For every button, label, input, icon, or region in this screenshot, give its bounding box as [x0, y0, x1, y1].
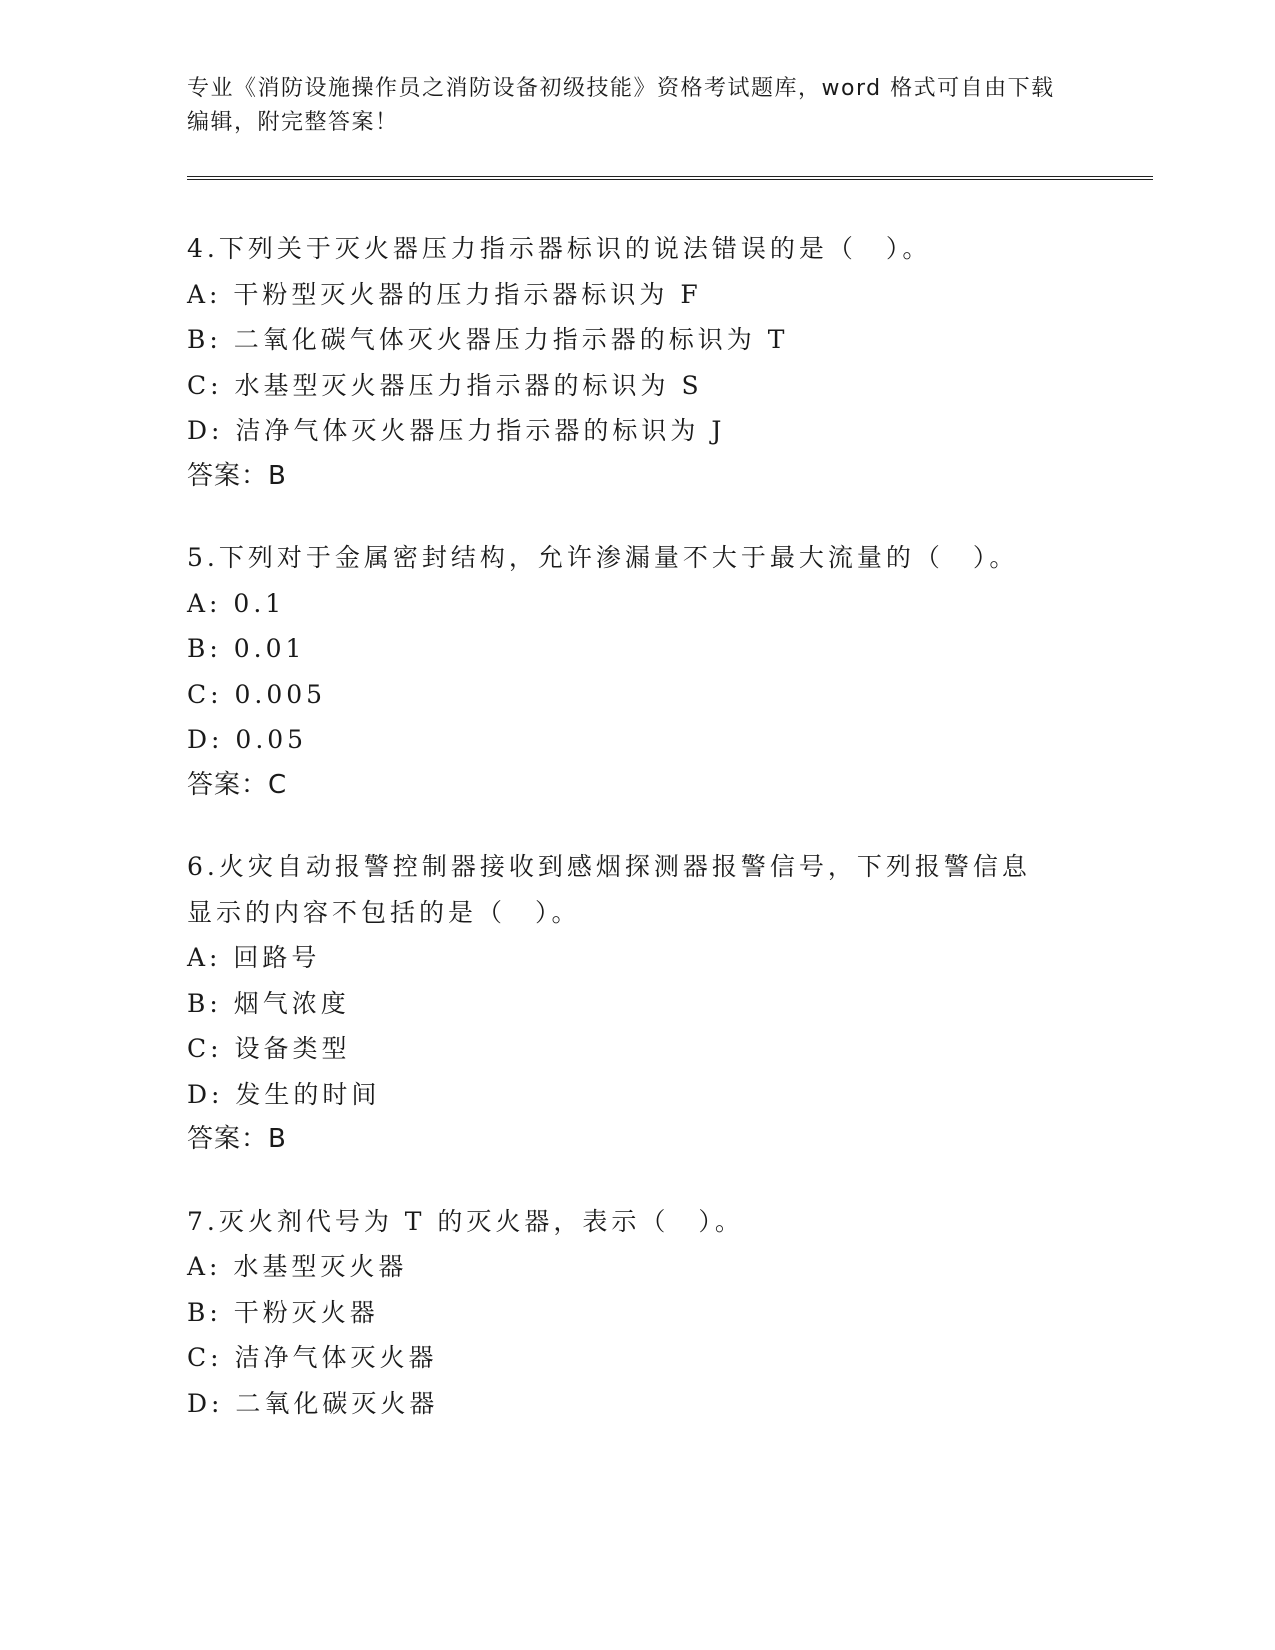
answer-label: 答案：C — [187, 769, 288, 800]
option-a: A: 水基型灭火器 — [187, 1252, 408, 1281]
document-page — [187, 72, 1147, 1462]
question-stem: 4.下列关于灭火器压力指示器标识的说法错误的是（ ）。 — [187, 234, 932, 263]
option-c: C: 洁净气体灭火器 — [187, 1343, 438, 1372]
question-4 — [187, 226, 1147, 499]
question-7 — [187, 1199, 1147, 1427]
question-stem: 6.火灾自动报警控制器接收到感烟探测器报警信号，下列报警信息显示的内容不包括的是（ ）。 — [187, 852, 1031, 927]
option-b: B: 烟气浓度 — [187, 988, 350, 1018]
option-b: B: 干粉灭火器 — [187, 1297, 379, 1327]
question-list — [187, 226, 1147, 1426]
option-b: B: 二氧化碳气体灭火器压力指示器的标识为 T — [187, 325, 789, 354]
question-5 — [187, 535, 1147, 808]
option-a: A: 回路号 — [187, 943, 321, 972]
option-a: A: 0.1 — [187, 588, 286, 618]
option-d: D: 0.05 — [187, 725, 308, 754]
option-b: B: 0.01 — [187, 634, 306, 663]
question-6 — [187, 844, 1147, 1163]
option-a: A: 干粉型灭火器的压力指示器标识为 F — [187, 279, 702, 309]
answer-label: 答案：B — [187, 1124, 287, 1154]
document-header: 专业《消防设施操作员之消防设备初级技能》资格考试题库，word 格式可自由下载编辑，附完整答案！ — [187, 76, 1055, 135]
option-c: C: 0.005 — [187, 679, 327, 709]
option-c: C: 设备类型 — [187, 1034, 351, 1063]
option-d: D: 洁净气体灭火器压力指示器的标识为 J — [187, 416, 726, 445]
answer-label: 答案：B — [187, 460, 287, 491]
option-d: D: 发生的时间 — [187, 1079, 381, 1109]
question-stem: 7.灭火剂代号为 T 的灭火器，表示（ ）。 — [187, 1206, 744, 1236]
header-divider — [187, 176, 1153, 180]
question-stem: 5.下列对于金属密封结构，允许渗漏量不大于最大流量的（ ）。 — [187, 543, 1019, 572]
option-c: C: 水基型灭火器压力指示器的标识为 S — [187, 370, 703, 400]
option-d: D: 二氧化碳灭火器 — [187, 1388, 439, 1418]
